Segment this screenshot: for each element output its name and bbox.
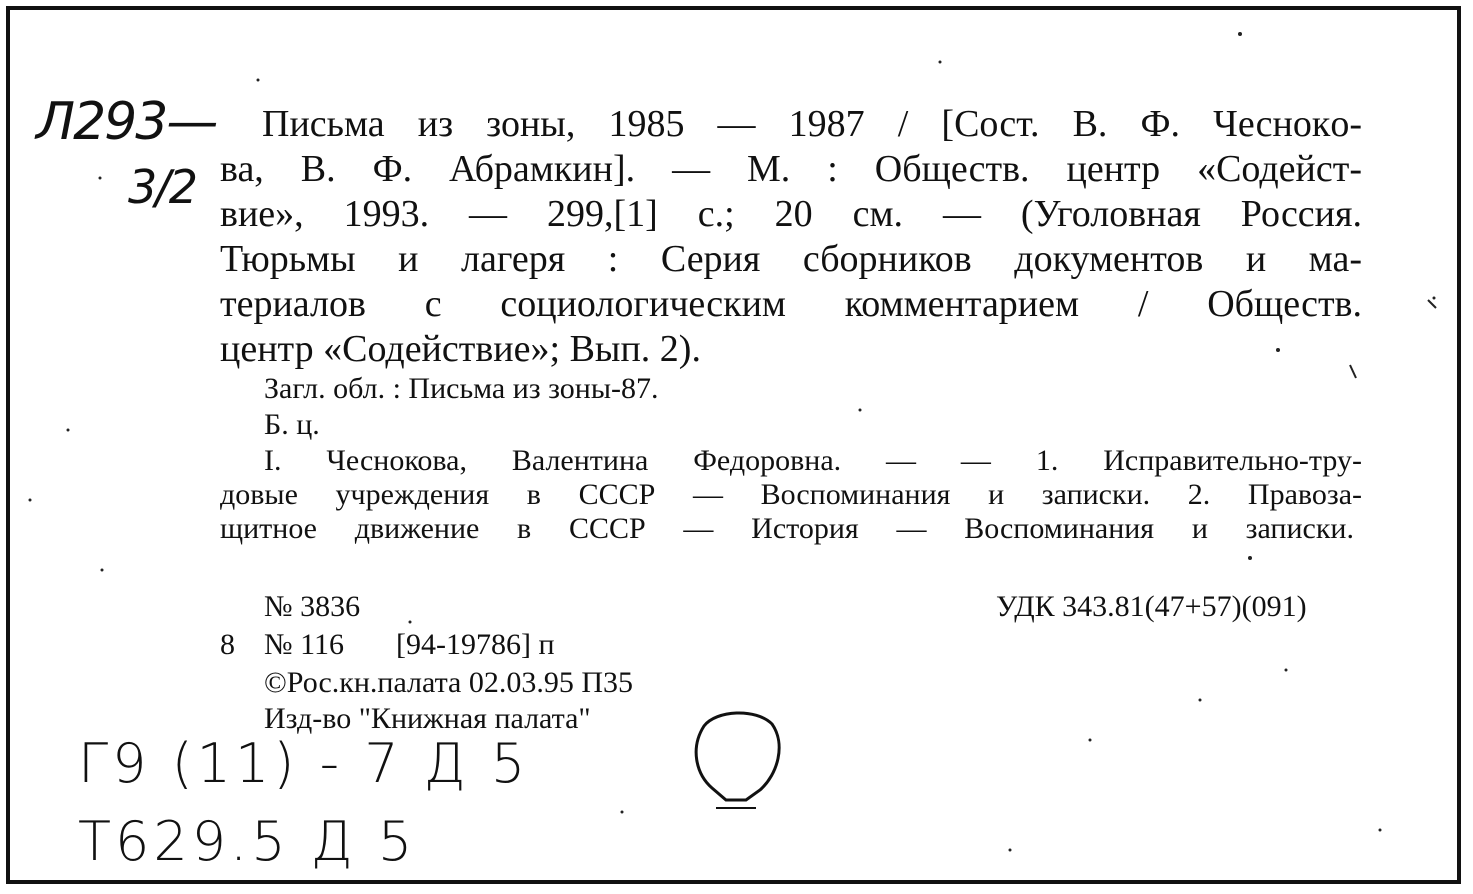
title-note: Загл. обл. : Письма из зоны-87.: [264, 372, 659, 405]
scan-specks: [10, 10, 1455, 878]
copies-prefix: 8: [220, 628, 235, 661]
handwritten-call-number-top: Л293—: [36, 92, 217, 152]
tracing-line-2: довые учреждения в СССР — Воспоминания и записки. 2. Правоза-: [220, 478, 1362, 511]
tracing-line-1: I. Чеснокова, Валентина Федоровна. — — 1. Исправительно-тру-: [264, 444, 1362, 477]
entry-line-1: Письма из зоны, 1985 — 1987 / [Сост. В. Ф. Чеснокo-: [262, 103, 1362, 145]
udk-code: УДК 343.81(47+57)(091): [996, 590, 1307, 623]
handwritten-code-bottom-1: Г9 (11) - 7 Д 5: [78, 732, 530, 795]
record-number: № 3836: [264, 590, 361, 623]
entry-line-3: вие», 1993. — 299,[1] с.; 20 см. — (Уголовная Россия.: [220, 193, 1362, 235]
book-chamber-line: ©Рос.кн.палата 02.03.95 П35: [264, 666, 634, 699]
entry-line-6: центр «Содействие»; Вып. 2).: [220, 328, 701, 370]
publisher-line: Изд-во "Книжная палата": [264, 702, 591, 735]
entry-line-4: Тюрьмы и лагеря : Серия сборников документов и ма-: [220, 238, 1362, 280]
catalog-card: [6, 6, 1461, 884]
entry-line-5: териалов с социологическим комментарием / Обществ.: [220, 283, 1362, 325]
tracing-line-3: щитное движение в СССР — История — Воспоминания и записки.: [220, 512, 1354, 545]
handwritten-code-bottom-2: Т629.5 Д 5: [78, 810, 417, 873]
handwritten-call-number-sub: 3/2: [128, 160, 197, 214]
order-code: [94-19786] п: [396, 628, 555, 661]
entry-line-2: ва, В. Ф. Абрамкин]. — М. : Обществ. центр «Содейст-: [220, 148, 1362, 190]
price-note: Б. ц.: [264, 408, 320, 441]
copy-number: № 116: [264, 628, 345, 661]
